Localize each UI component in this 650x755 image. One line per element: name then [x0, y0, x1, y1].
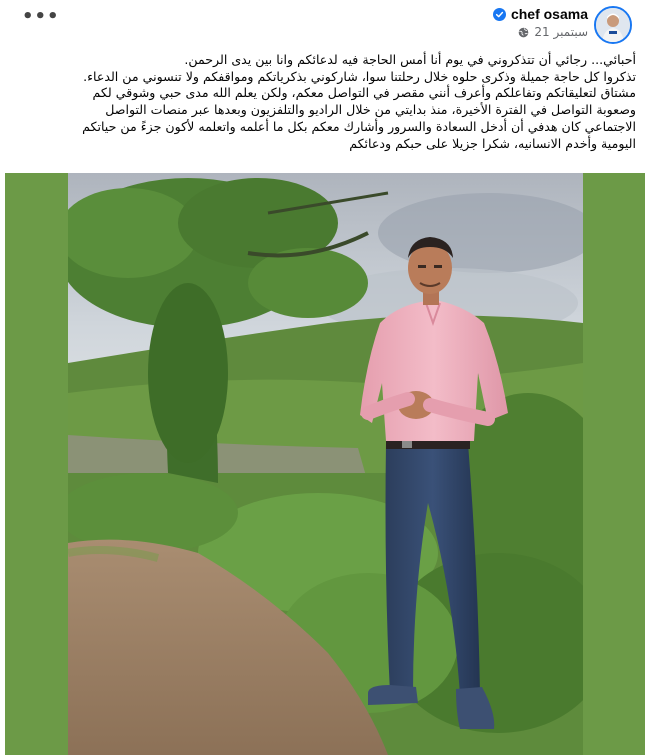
caption-line: أحبائي... رجائي أن تتذكروني في يوم أنا أمس الحاجة فيه لدعائكم وانا بين يدى الرحمن.	[184, 52, 636, 67]
photo-border-right	[583, 173, 645, 755]
more-options-button[interactable]	[22, 6, 60, 30]
photo-border-left	[5, 173, 68, 755]
post-caption	[26, 52, 636, 152]
globe-icon[interactable]	[518, 27, 529, 38]
avatar[interactable]	[594, 6, 632, 44]
post-photo[interactable]	[68, 173, 583, 755]
photo-scene	[68, 173, 583, 755]
more-dots-icon: •••	[22, 6, 60, 27]
post-header	[493, 6, 588, 39]
caption-line: اليومية وأخدم الانسانيه، شكرا جزيلا على حبكم ودعائكم	[349, 135, 636, 151]
post-date[interactable]: 21 سبتمبر	[534, 25, 588, 39]
caption-line: الاجتماعي كان هدفي أن أدخل السعادة والسرور وأشارك معكم بكل ما أعلمه واتعلمه لأكون جزءً من حياتكم	[82, 118, 636, 134]
caption-line: وصعوبة التواصل في الفترة الأخيرة، منذ بدايتي من خلال الراديو والتلفزيون وبعدها عبر منصات التواصل	[105, 102, 636, 118]
caption-line: مشتاق لتعليقاتكم وتفاعلكم وأعرف أنني مقصر في التواصل معكم، ولكن يعلم الله مدى حبي وشوقي لكم	[92, 85, 636, 101]
verified-badge-icon	[493, 8, 506, 21]
person-shoe-left	[368, 685, 418, 705]
caption-line: تذكروا كل حاجة جميلة وذكرى حلوه خلال رحلتنا سوا، شاركوني بذكرياتكم ومواقفكم ولا تنسوني من الدعاء.	[83, 68, 636, 84]
post-photo-frame[interactable]	[5, 173, 645, 755]
author-name[interactable]: chef osama	[510, 6, 588, 22]
